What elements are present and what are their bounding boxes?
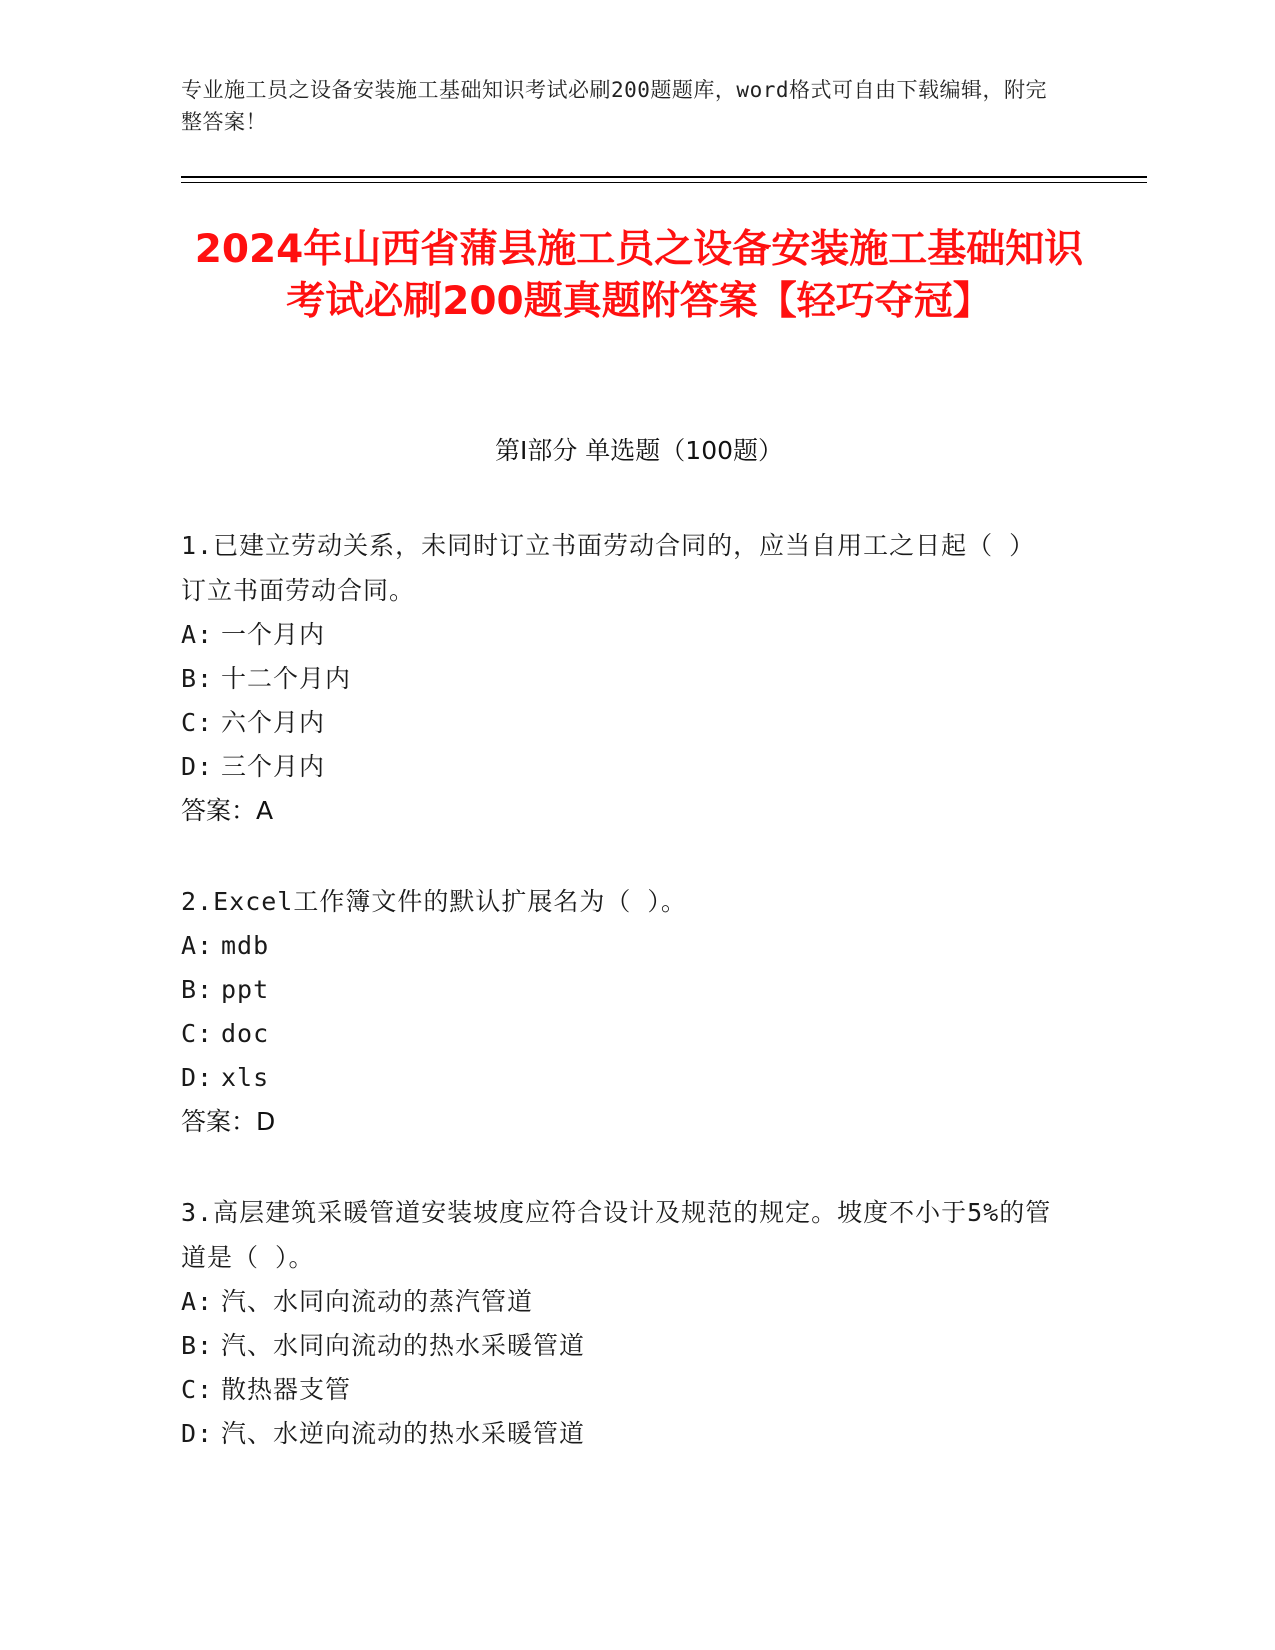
option-text: 散热器支管 [221,1375,352,1404]
option-a [181,1280,1061,1324]
answer-label: 答案： [181,1107,257,1136]
option-key: C: [181,1375,214,1404]
question-list [181,523,1061,1502]
option-key: A: [181,1287,214,1316]
option-text: ppt [221,975,270,1004]
document-title: 2024年山西省蒲县施工员之设备安装施工基础知识考试必刷200题真题附答案【轻巧夺冠】 [194,227,1084,324]
answer-label: 答案： [181,796,257,825]
question-stem: 1.已建立劳动关系，未同时订立书面劳动合同的，应当自用工之日起（ ）订立书面劳动合同。 [181,531,1036,605]
option-d [181,1056,1061,1100]
option-c [181,1368,1061,1412]
option-key: D: [181,752,214,781]
option-text: xls [221,1063,270,1092]
question-stem: 3.高层建筑采暖管道安装坡度应符合设计及规范的规定。坡度不小于5%的管道是（ ）。 [181,1198,1052,1272]
option-c [181,1012,1061,1056]
option-key: D: [181,1419,214,1448]
option-key: A: [181,620,214,649]
option-d [181,745,1061,789]
option-a [181,924,1061,968]
option-key: D: [181,1063,214,1092]
option-text: doc [221,1019,270,1048]
option-b [181,657,1061,701]
option-key: B: [181,664,214,693]
option-text: 三个月内 [221,752,326,781]
option-key: A: [181,931,214,960]
option-key: C: [181,1019,214,1048]
option-b [181,1324,1061,1368]
header-rule-thin [181,182,1147,183]
header-note: 专业施工员之设备安装施工基础知识考试必刷200题题库，word格式可自由下载编辑，附完整答案！ [181,78,1047,134]
option-text: 一个月内 [221,620,326,649]
option-text: mdb [221,931,270,960]
question-3 [181,1190,1061,1456]
option-key: C: [181,708,214,737]
header-rule-thick [181,176,1147,178]
option-key: B: [181,1331,214,1360]
option-text: 汽、水同向流动的蒸汽管道 [221,1287,534,1316]
answer-line [181,789,1061,833]
question-stem: 2.Excel工作簿文件的默认扩展名为（ ）。 [181,887,687,916]
question-2 [181,879,1061,1144]
option-text: 六个月内 [221,708,326,737]
option-key: B: [181,975,214,1004]
option-text: 汽、水逆向流动的热水采暖管道 [221,1419,586,1448]
option-a [181,613,1061,657]
answer-value: D [256,1107,276,1136]
answer-line [181,1100,1061,1144]
option-c [181,701,1061,745]
section-title: 第Ⅰ部分 单选题（100题） [494,436,784,465]
option-text: 十二个月内 [221,664,352,693]
option-b [181,968,1061,1012]
answer-value: A [256,796,274,825]
option-text: 汽、水同向流动的热水采暖管道 [221,1331,586,1360]
question-1 [181,523,1061,833]
option-d [181,1412,1061,1456]
